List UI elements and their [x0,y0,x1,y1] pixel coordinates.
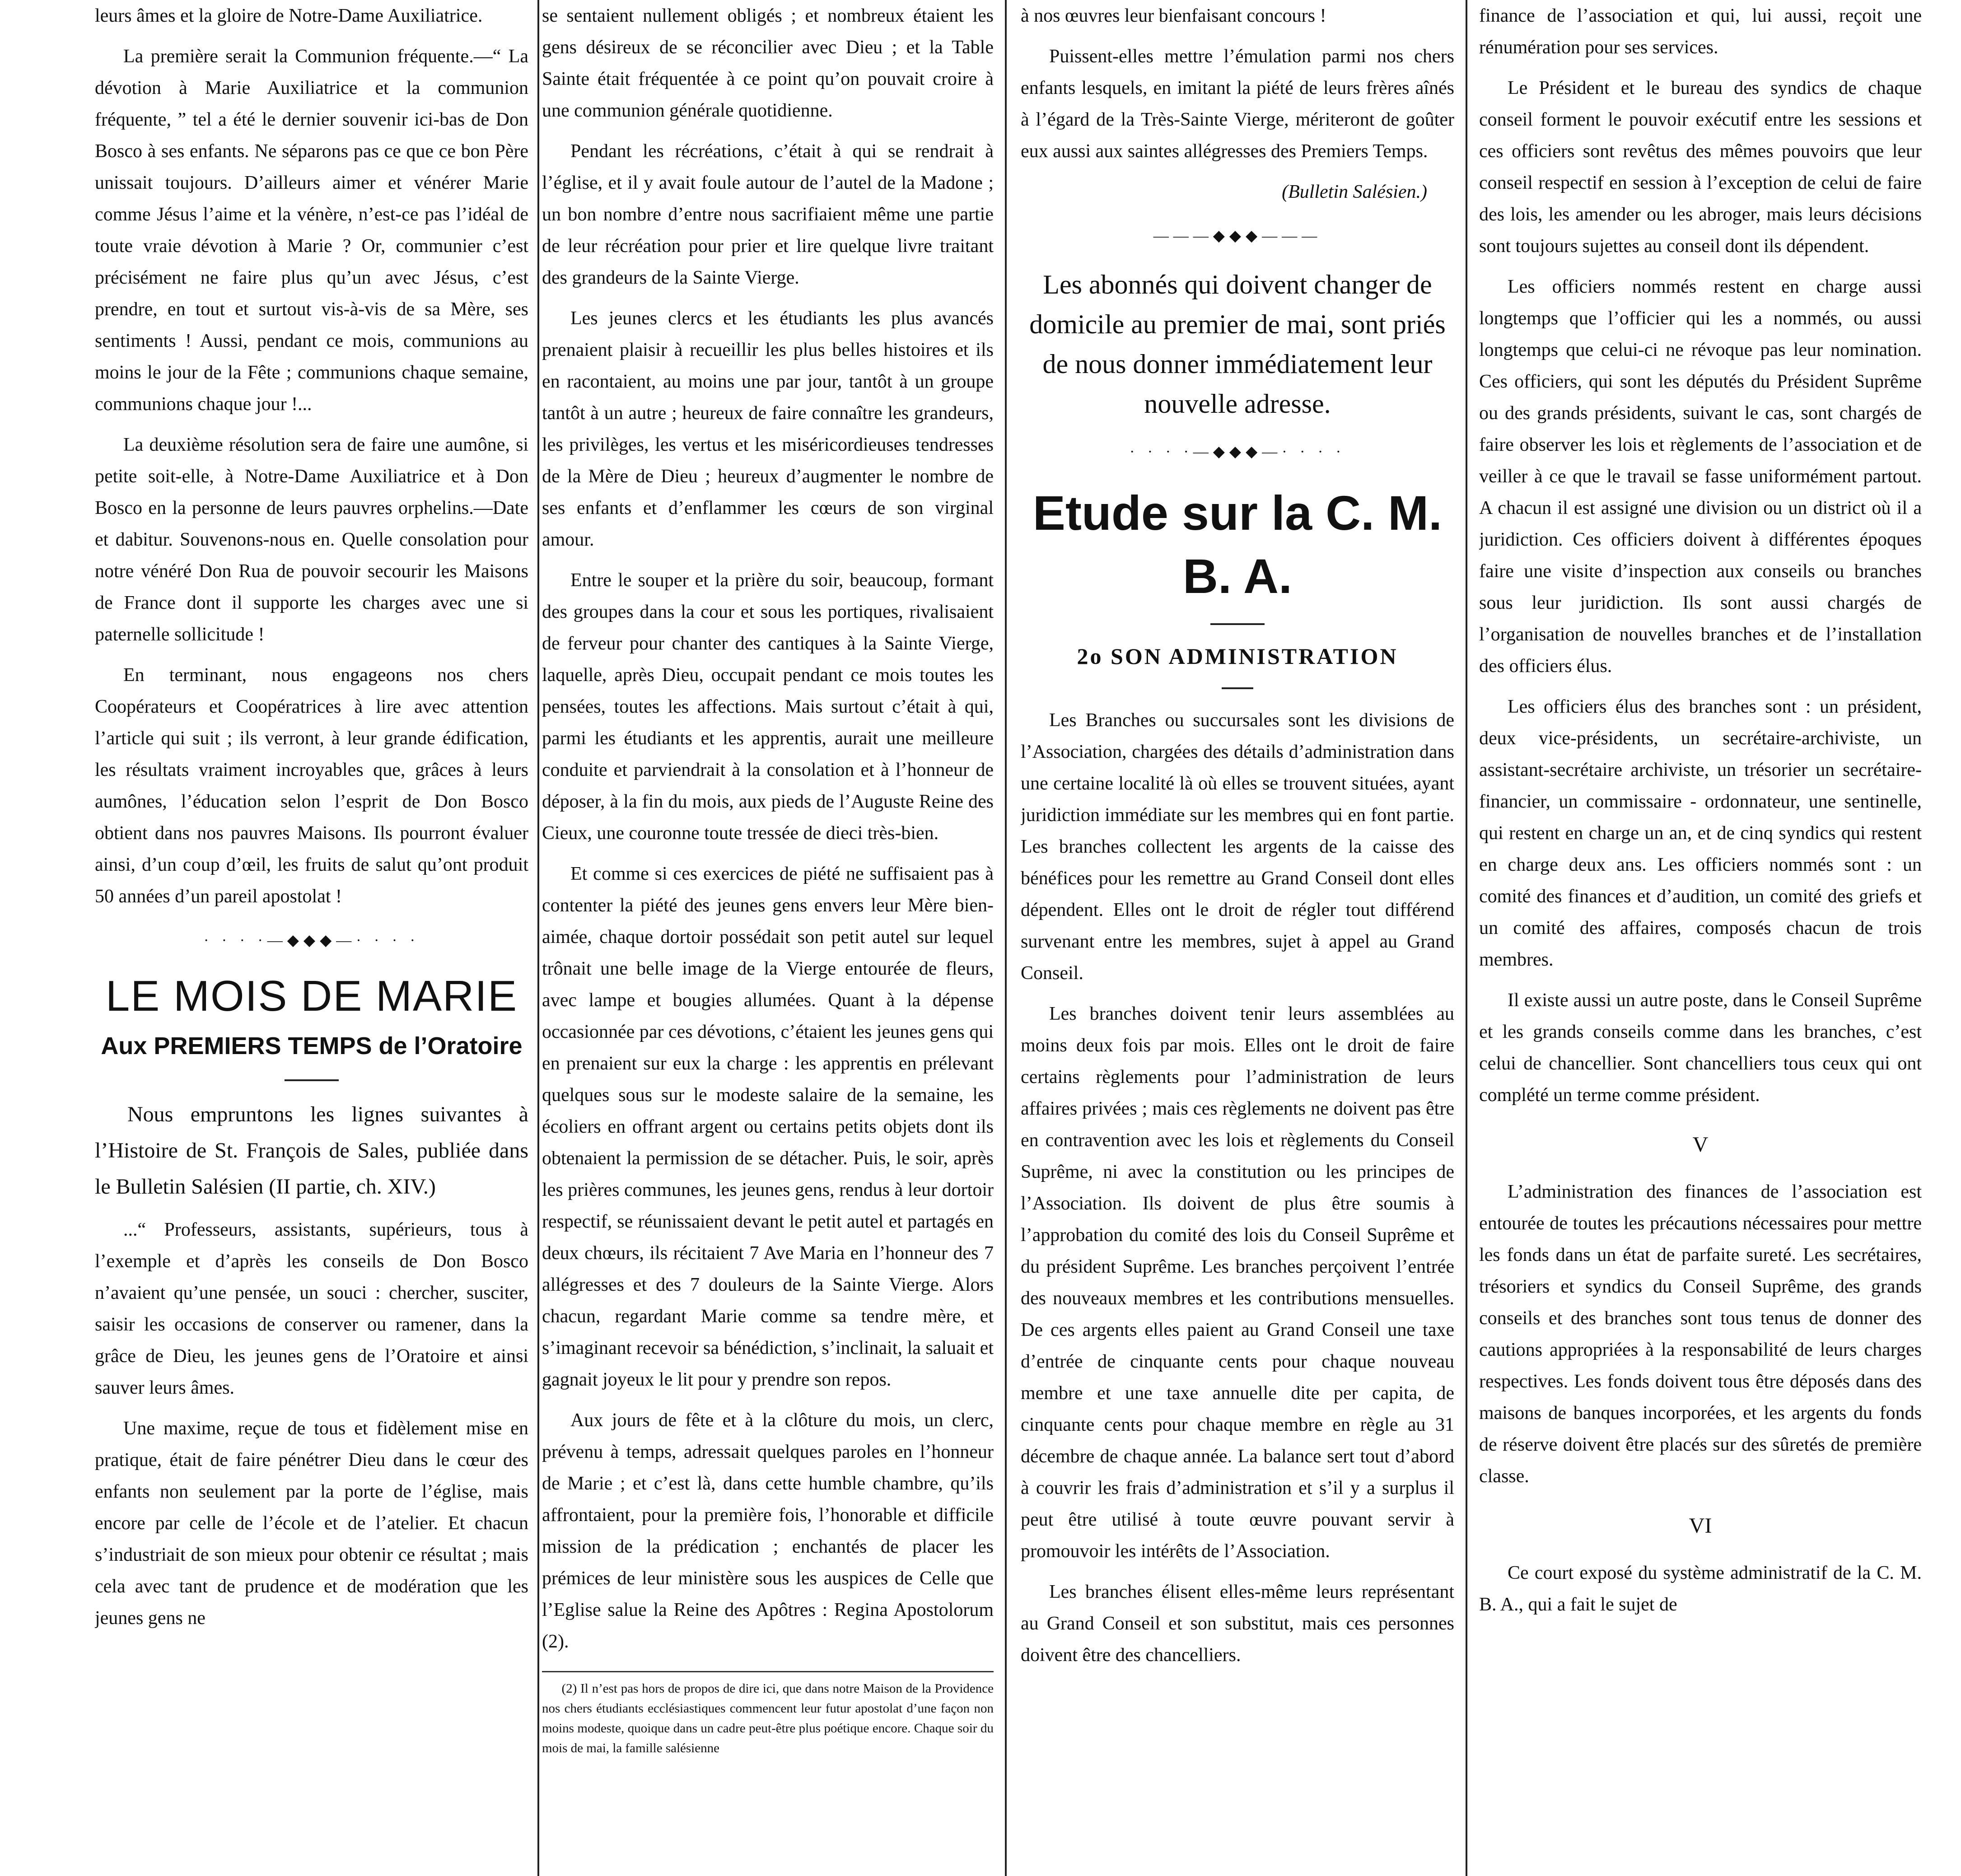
section-heading-v: V [1692,1133,1709,1157]
article-title-etude-cmba: Etude sur la C. M. B. A. [1032,485,1443,603]
col3-paragraph-4: Les branches doivent tenir leurs assemblées au moins deux fois par mois. Elles ont le droit de faire certains règlements pour l’administration de leurs affaires privées ; mais ces règlements ne doivent pas être en contravention avec les lois et règlements du Conseil Suprême, ni avec la constitution ou les principes de l’Association. Ils doivent de plus être soumis à l’approbation du comité des lois du Conseil Suprême et du président Suprême. Les branches perçoivent l’entrée des nouveaux membres et les contributions mensuelles. De ces argents elles paient au Grand Conseil une taxe d’entrée de cinquante cents pour chaque nouveau membre et une taxe annuelle dite per capita, de cinquante cents pour chaque membre en règle au 31 décembre de chaque année. La balance sert tout d’abord à couvrir les frais d’administration et s’il y a surplus il peut être utilisé à toute œuvre pouvant servir à promouvoir les intérêts de l’Association. [1021,1003,1454,1562]
article-subtitle-administration: 2o SON ADMINISTRATION [1077,644,1398,669]
col1-paragraph-6: ...“ Professeurs, assistants, supérieurs, tous à l’exemple et d’après les conseils de Don Bosco n’avaient qu’une pensée, un souci : chercher, susciter, saisir les occasions de conserver ou ramener, dans la grâce de Dieu, les jeunes gens de l’Oratoire et ainsi sauver leurs âmes. [95,1219,528,1398]
col3-short-rule-2 [1222,687,1253,689]
col2-paragraph-4: Entre le souper et la prière du soir, beaucoup, formant des groupes dans la cour et sous les portiques, rivalisaient de ferveur pour chanter des cantiques à la Sainte Vierge, laquelle, après Dieu, occupait pendant ce mois toutes les pensées, toutes les affections. Mais surtout c’était à qui, parmi les étudiants et les apprentis, aurait une meilleure conduite et parviendrait à la consolation et à l’honneur de déposer, à la fin du mois, aux pieds de l’Auguste Reine des Cieux, une couronne toute tressée de dieci très-bien. [542,570,994,844]
col3-paragraph-2: Puissent-elles mettre l’émulation parmi nos chers enfants lesquels, en imitant la piété de leurs frères aînés à l’égard de la Très-Sainte Vierge, mériteront de goûter eux aussi aux saintes allégresses des Premiers Temps. [1021,46,1454,162]
column-2 [542,0,994,1876]
footnote-text: (2) Il n’est pas hors de propos de dire ici, que dans notre Maison de la Providence nos chers étudiants ecclésiastiques commencent leur futur apostolat d’une façon non moins modeste, quoique dans un cadre peut-être plus poétique encore. Chaque soir du mois de mai, la famille salésienne [542,1681,994,1755]
article-title-mois-de-marie: LE MOIS DE MARIE [105,972,518,1020]
col1-paragraph-4: En terminant, nous engageons nos chers Coopérateurs et Coopératrices à lire avec attention l’article qui suit ; ils verront, à leur grande édification, les résultats vraiment incroyables que, grâces à leurs aumônes, l’éducation selon l’esprit de Don Bosco obtient dans nos pauvres Maisons. Ils pourront évaluer ainsi, d’un coup d’œil, les fruits de salut qu’ont produit 50 années d’un pareil apostolat ! [95,665,528,907]
col1-short-rule [285,1079,339,1081]
col4-paragraph-1: finance de l’association et qui, lui aussi, reçoit une rénumération pour ses services. [1479,5,1922,58]
col2-paragraph-5: Et comme si ces exercices de piété ne suffisaient pas à contenter la piété des jeunes gens envers leur Mère bien-aimée, chaque dortoir possédait son petit autel sur lequel trônait une belle image de la Vierge entourée de fleurs, avec lampe et bougies allumées. Quant à la dépense occasionnée par ces dévotions, c’étaient les jeunes gens qui en prenaient sur eux la charge : les apprentis en prélevant quelques sous sur le modeste salaire de la semaine, les écoliers en offrant argent ou certains petits objets dont ils obtenaient la permission de se détacher. Puis, le soir, après les prières communes, les jeunes gens, rendus à leur dortoir respectif, se réunissaient devant le petit autel et partagés en deux chœurs, ils récitaient 7 Ave Maria en l’honneur des 7 allégresses et des 7 douleurs de la Sainte Vierge. Alors chacun, regardant Marie comme sa tendre mère, et s’imaginant recevoir sa bénédiction, s’inclinait, la saluait et gagnait joyeux le lit pour y prendre son repos. [542,863,994,1390]
col3-paragraph-1: à nos œuvres leur bienfaisant concours ! [1021,5,1326,26]
column-4 [1479,0,1922,1876]
column-1 [95,0,528,1876]
col4-paragraph-4: Les officiers élus des branches sont : un président, deux vice-présidents, un secrétaire-archiviste, un assistant-secrétaire archiviste, un trésorier un secrétaire-financier, un commissaire - ordonnateur, une sentinelle, qui restent en charge un an, et de cinq syndics qui restent en charge deux ans. Les officiers nommés sont : un comité des finances et d’audition, un comité des griefs et un comité des affaires, composés chacun de trois membres. [1479,696,1922,970]
column-divider-2 [1005,0,1007,1876]
col4-paragraph-6: L’administration des finances de l’association est entourée de toutes les précautions nécessaires pour mettre les fonds dans un état de parfaite sureté. Les secrétaires, trésoriers et syndics du Conseil Suprême, des grands conseils et des branches sont tous tenus de donner des cautions appropriées à la responsabilité de leurs charges respectives. Les fonds doivent tous être déposés dans des maisons de banques incorporées, et les argents du fonds de réserve doivent être placés sur des sûretés de première classe. [1479,1181,1922,1487]
col3-credit: (Bulletin Salésien.) [1282,182,1427,202]
col3-separator-2: · · · ·—◆◆◆—· · · · [1129,443,1346,460]
col1-paragraph-3: La deuxième résolution sera de faire une aumône, si petite soit-elle, à Notre-Dame Auxiliatrice et à Don Bosco en la personne de leurs pauvres orphelins.—Date et dabitur. Souvenons-nous en. Quelle consolation pour notre vénéré Don Rua de pouvoir secourir les Maisons de France dont il supporte les charges avec une si paternelle sollicitude ! [95,434,528,645]
col3-paragraph-3: Les Branches ou succursales sont les divisions de l’Association, chargées des détails d’administration dans une certaine localité là où elles se trouvent situées, ayant juridiction immédiate sur les membres qui en font partie. Les branches collectent les argents de la caisse des bénéfices pour les remettre au Grand Conseil dont elles dépendent. Elles ont le droit de régler tout différend survenant entre les membres, sujet à appel au Grand Conseil. [1021,710,1454,984]
column-divider-3 [1466,0,1467,1876]
col2-paragraph-1: se sentaient nullement obligés ; et nombreux étaient les gens désireux de se réconcilier avec Dieu ; et la Table Sainte était fréquentée à ce point qu’on pouvait croire à une communion générale quotidienne. [542,5,994,121]
col4-paragraph-7: Ce court exposé du système administratif de la C. M. B. A., qui a fait le sujet de [1479,1563,1922,1615]
col1-separator: · · · ·—◆◆◆—· · · · [203,932,420,949]
col1-paragraph-1: leurs âmes et la gloire de Notre-Dame Auxiliatrice. [95,5,483,26]
col2-paragraph-3: Les jeunes clercs et les étudiants les plus avancés prenaient plaisir à recueillir les plus belles histoires et ils en racontaient, au moins une par jour, tantôt à un groupe tantôt à un autre ; heureux de faire connaître les grandeurs, les privilèges, les vertus et les miséricordieuses tendresses de la Mère de Dieu ; heureux d’augmenter le nombre de ses enfants et d’enflammer les cœurs de son virginal amour. [542,308,994,550]
subscriber-notice: Les abonnés qui doivent changer de domicile au premier de mai, sont priés de nous donner immédiatement leur nouvelle adresse. [1029,270,1446,419]
col4-paragraph-3: Les officiers nommés restent en charge aussi longtemps que l’officier qui les a nommés, ou aussi longtemps que celui-ci ne révoque pas leur nomination. Ces officiers, qui sont les députés du Président Suprême ou des grands présidents, suivant le cas, sont chargés de faire observer les lois et règlements de l’association et de veiller à ce que le travail se fasse uniformément partout. A chacun il est assigné une division ou un district où il a juridiction. Ces officiers doivent à différentes époques faire une visite d’inspection aux conseils ou branches sous leur juridiction. Ils sont aussi chargés de l’organisation de nouvelles branches et de l’installation des officiers élus. [1479,276,1922,677]
col3-paragraph-5: Les branches élisent elles-même leurs représentant au Grand Conseil et son substitut, mais ces personnes doivent être des chancelliers. [1021,1582,1454,1666]
col1-paragraph-7: Une maxime, reçue de tous et fidèlement mise en pratique, était de faire pénétrer Dieu dans le cœur des enfants non seulement par la porte de l’église, mais encore par celle de l’école et de l’atelier. Et chacun s’industriait de son mieux pour obtenir ce résultat ; mais cela avec tant de prudence et de modération que les jeunes gens ne [95,1418,528,1629]
column-3 [1021,0,1454,1876]
col2-paragraph-2: Pendant les récréations, c’était à qui se rendrait à l’église, et il y avait foule autour de l’autel de la Madone ; un bon nombre d’entre nous sacrifiaient même une partie de leur récréation pour prier et lire quelque livre traitant des grandeurs de la Sainte Vierge. [542,141,994,288]
col1-intro-paragraph: Nous empruntons les lignes suivantes à l’Histoire de St. François de Sales, publiée dans le Bulletin Salésien (II partie, ch. XIV.) [95,1102,528,1199]
col2-paragraph-6: Aux jours de fête et à la clôture du mois, un clerc, prévenu à temps, adressait quelques paroles en l’honneur de Marie ; et c’est là, dans cette humble chambre, qu’ils affrontaient, pour la première fois, l’honorable et difficile mission de la prédication ; enchantés de placer les prémices de leur ministère sous les auspices de Celle que l’Eglise salue la Reine des Apôtres : Regina Apostolorum (2). [542,1410,994,1652]
col4-paragraph-5: Il existe aussi un autre poste, dans le Conseil Suprême et les grands conseils comme dans les branches, c’est celui de chancellier. Sont chancelliers tous ceux qui ont complété un terme comme président. [1479,990,1922,1106]
col2-footnote [542,1671,994,1758]
col3-short-rule [1210,623,1265,625]
col1-paragraph-2: La première serait la Communion fréquente.—“ La dévotion à Marie Auxiliatrice et la communion fréquente, ” tel a été le dernier souvenir ici-bas de Don Bosco à ses enfants. Ne séparons pas ce que ce bon Père unissait toujours. D’ailleurs aimer et vénérer Marie comme Jésus l’aime et la vénère, n’est-ce pas l’idéal de toute vraie dévotion à Marie ? Or, communier c’est précisément ne faire plus qu’un avec Jésus, c’est prendre, en tout et surtout vis-à-vis de sa Mère, ses sentiments ! Aussi, pendant ce mois, communions au moins le jour de la Fête ; communions chaque semaine, communions chaque jour !... [95,46,528,415]
section-heading-vi: VI [1689,1514,1712,1538]
col3-separator: ———◆◆◆——— [1153,228,1322,244]
column-divider-1 [537,0,539,1876]
article-subtitle-premiers-temps: Aux PREMIERS TEMPS de l’Oratoire [101,1032,523,1059]
col4-paragraph-2: Le Président et le bureau des syndics de chaque conseil forment le pouvoir exécutif entre les sessions et ces officiers sont revêtus des mêmes pouvoirs que leur conseil respectif en session à l’exception de celui de faire des lois, les amender ou les abroger, mais leurs décisions sont toujours sujettes au conseil dont ils dépendent. [1479,78,1922,257]
